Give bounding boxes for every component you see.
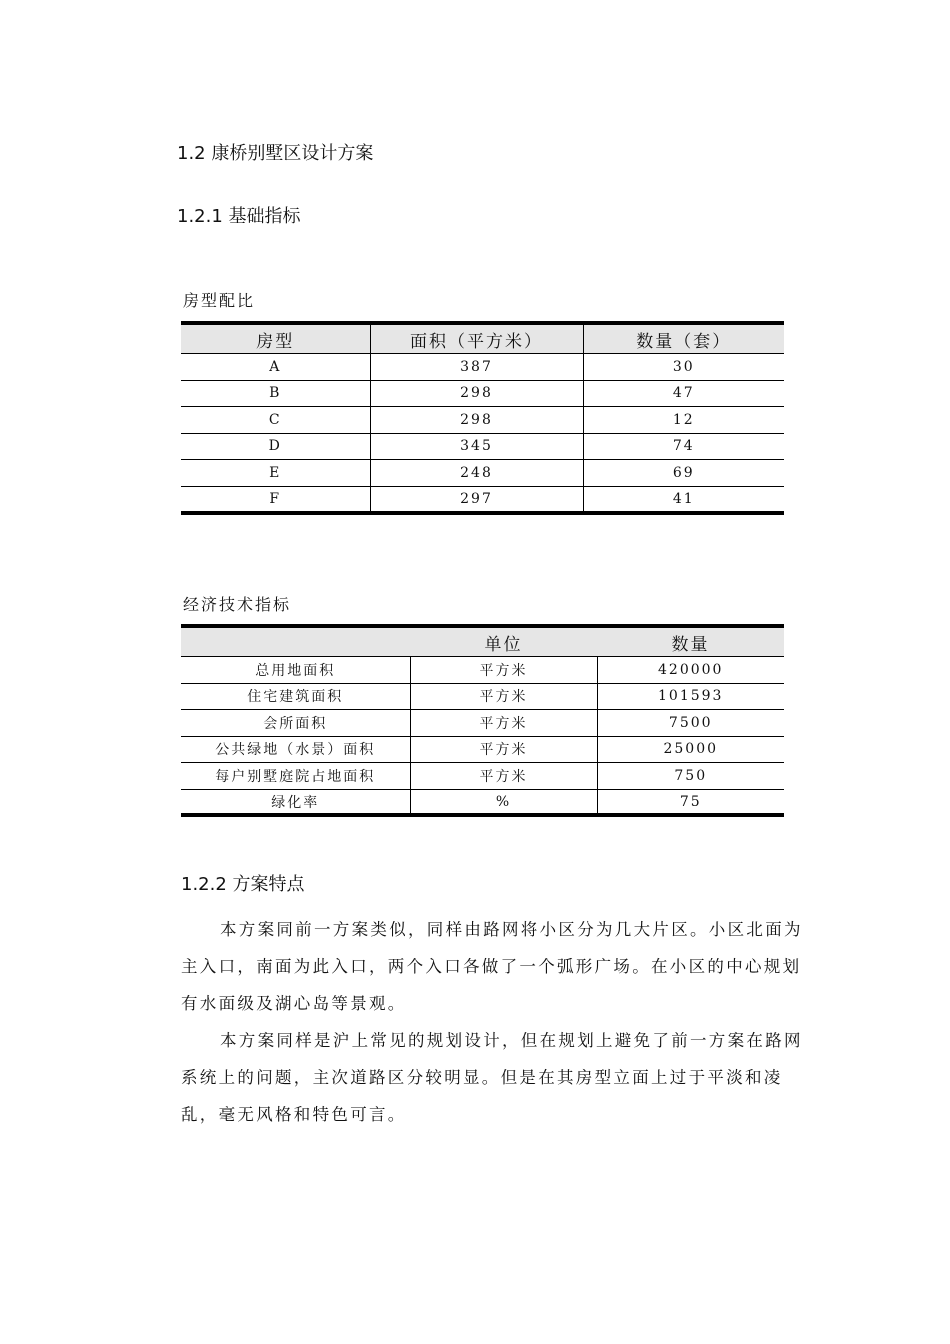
table-caption-unit-mix: 房型配比 xyxy=(183,291,256,310)
cell: % xyxy=(410,789,597,816)
cell: 297 xyxy=(370,486,583,513)
table-bottom-rule xyxy=(181,511,784,515)
cell: 298 xyxy=(370,380,583,407)
table-row xyxy=(181,433,784,460)
cell: 345 xyxy=(370,433,583,460)
header-cell: 房型 xyxy=(181,325,370,354)
cell: B xyxy=(181,380,370,407)
cell: 平方米 xyxy=(410,657,597,684)
section-heading: 1.2 康桥别墅区设计方案 xyxy=(177,143,374,164)
cell: 101593 xyxy=(597,683,784,710)
cell: 平方米 xyxy=(410,736,597,763)
cell: 75 xyxy=(597,789,784,816)
economic-indicators-table xyxy=(181,628,784,816)
cell: 25000 xyxy=(597,736,784,763)
cell: 总用地面积 xyxy=(181,657,410,684)
cell: 公共绿地（水景）面积 xyxy=(181,736,410,763)
subsection-heading-scheme-features: 1.2.2 方案特点 xyxy=(181,874,305,895)
cell: 住宅建筑面积 xyxy=(181,683,410,710)
cell: 12 xyxy=(583,407,784,434)
cell: 420000 xyxy=(597,657,784,684)
cell: A xyxy=(181,354,370,381)
cell: 绿化率 xyxy=(181,789,410,816)
cell: 平方米 xyxy=(410,763,597,790)
cell: 30 xyxy=(583,354,784,381)
cell: 298 xyxy=(370,407,583,434)
cell: 248 xyxy=(370,460,583,487)
cell: 387 xyxy=(370,354,583,381)
cell: 74 xyxy=(583,433,784,460)
cell: 平方米 xyxy=(410,683,597,710)
header-cell: 数量（套） xyxy=(583,325,784,354)
table-row xyxy=(181,710,784,737)
cell: F xyxy=(181,486,370,513)
table-row xyxy=(181,407,784,434)
cell: 平方米 xyxy=(410,710,597,737)
table-row xyxy=(181,354,784,381)
table-bottom-rule xyxy=(181,813,784,817)
table-row xyxy=(181,763,784,790)
table-caption-economic-indicators: 经济技术指标 xyxy=(183,595,292,614)
header-cell: 面积（平方米） xyxy=(370,325,583,354)
table-row xyxy=(181,736,784,763)
cell: 会所面积 xyxy=(181,710,410,737)
cell: D xyxy=(181,433,370,460)
table-row xyxy=(181,380,784,407)
table-row xyxy=(181,683,784,710)
cell: C xyxy=(181,407,370,434)
cell: 69 xyxy=(583,460,784,487)
subsection-heading-basic-indicators: 1.2.1 基础指标 xyxy=(177,206,301,227)
table-row xyxy=(181,460,784,487)
table-row xyxy=(181,486,784,513)
unit-mix-table xyxy=(181,325,784,513)
cell: E xyxy=(181,460,370,487)
table-header-row xyxy=(181,325,784,354)
cell: 7500 xyxy=(597,710,784,737)
header-cell: 数量 xyxy=(597,628,784,657)
table-header-row xyxy=(181,628,784,657)
cell: 41 xyxy=(583,486,784,513)
cell: 750 xyxy=(597,763,784,790)
body-paragraph: 本方案同前一方案类似，同样由路网将小区分为几大片区。小区北面为主入口，南面为此入口，两个入口各做了一个弧形广场。在小区的中心规划有水面级及湖心岛等景观。 xyxy=(181,920,803,1013)
header-cell: 单位 xyxy=(410,628,597,657)
header-cell xyxy=(181,628,410,657)
cell: 47 xyxy=(583,380,784,407)
body-paragraph: 本方案同样是沪上常见的规划设计，但在规划上避免了前一方案在路网系统上的问题，主次道路区分较明显。但是在其房型立面上过于平淡和凌乱，毫无风格和特色可言。 xyxy=(181,1031,803,1124)
table-row xyxy=(181,657,784,684)
cell: 每户别墅庭院占地面积 xyxy=(181,763,410,790)
table-row xyxy=(181,789,784,816)
